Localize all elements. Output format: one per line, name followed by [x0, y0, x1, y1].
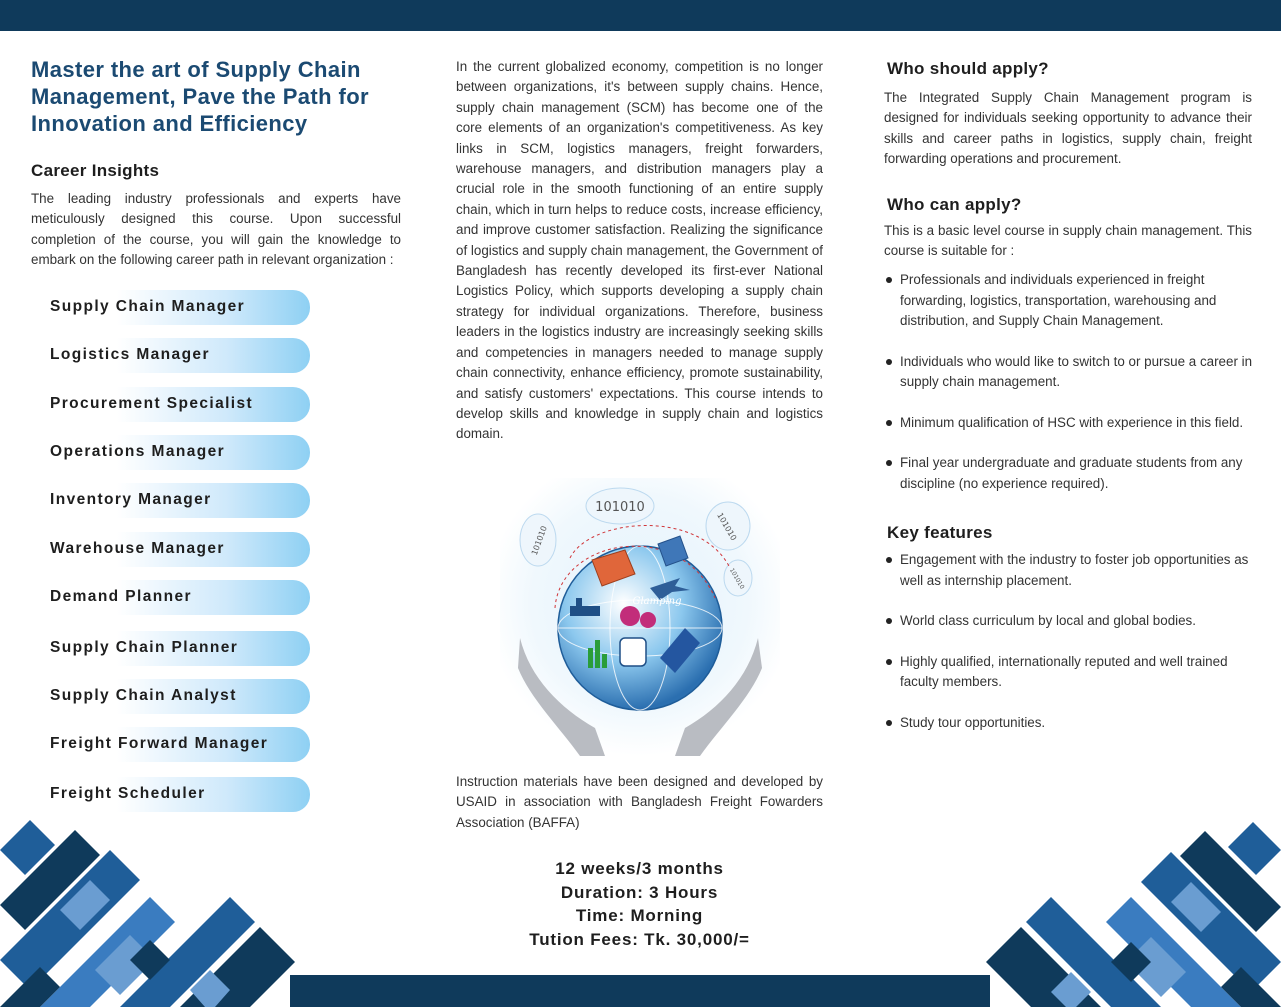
career-item-label: Demand Planner: [50, 588, 192, 605]
key-features-title: Key features: [887, 523, 993, 542]
career-item: [34, 580, 310, 615]
career-insights-title: Career Insights: [31, 161, 160, 180]
career-insights-text: The leading industry professionals and experts have meticulously designed this course. Upon successful completion of the course, you will gain the knowledge to embark on the following career path in relevant organization :: [31, 191, 401, 267]
key-features-list: [884, 550, 1254, 733]
list-item: Study tour opportunities.: [884, 713, 1254, 734]
cloud-label: 101010: [727, 567, 746, 591]
list-item: World class curriculum by local and global bodies.: [884, 611, 1254, 632]
career-item-label: Logistics Manager: [50, 346, 210, 363]
career-item: [34, 483, 310, 518]
career-item: [34, 631, 310, 666]
bottom-right-decoration: [985, 822, 1281, 1007]
credit-text: Instruction materials have been designed and developed by USAID in association with Bangladesh Freight Fowarders Association (BAFFA): [456, 774, 823, 830]
who-should-apply-title: Who should apply?: [887, 59, 1049, 78]
who-should-apply-text: The Integrated Supply Chain Management program is designed for individuals seeking opportunity to advance their skills and career paths in logistics, supply chain, freight forwarding operations and procurement.: [884, 90, 1252, 166]
cloud-label: 101010: [715, 511, 739, 543]
career-item-label: Inventory Manager: [50, 491, 212, 508]
career-item-label: Warehouse Manager: [50, 540, 225, 557]
career-item-label: Supply Chain Planner: [50, 639, 239, 656]
career-item-label: Supply Chain Analyst: [50, 687, 237, 704]
course-time: Time: Morning: [575, 906, 704, 925]
who-can-apply-list: [884, 270, 1254, 494]
list-item: Minimum qualification of HSC with experience in this field.: [884, 413, 1254, 434]
cloud-label: 101010: [529, 524, 549, 557]
career-item: [34, 532, 310, 567]
list-item: Individuals who would like to switch to or pursue a career in supply chain management.: [884, 352, 1254, 393]
course-duration: Duration: 3 Hours: [560, 882, 719, 902]
illustration-tag: Glamping: [632, 596, 682, 607]
career-item-label: Procurement Specialist: [50, 395, 254, 412]
course-length: 12 weeks/3 months: [555, 859, 724, 878]
bottom-left-decoration: [0, 820, 300, 1007]
supply-chain-globe-illustration: [500, 478, 780, 756]
cloud-label: 101010: [595, 500, 645, 515]
career-item-label: Freight Scheduler: [50, 785, 206, 802]
intro-paragraph: In the current globalized economy, competition is no longer between organizations, it's between supply chains. Hence, supply chain management (SCM) has become one of the core elements of an organization's competitiveness. As key links in SCM, logistics managers, freight forwarders, warehouse managers, and distribution managers play a crucial role in the smooth functioning of an entire supply chain, which in turn helps to reduce costs, increase efficiency, and improve customer satisfaction. Realizing the significance of logistics and supply chain management, the Government of Bangladesh has recently developed its first-ever National Logistics Policy, which supports developing a supply chain strategy for individual organizations. Therefore, business leaders in the logistics industry are increasingly seeking skills and competencies in managers needed to manage supply chain connectivity, enhance efficiency, promote sustainability, and satisfy customers' expectations. This course intends to develop skills and knowledge in supply chain and logistics domain.: [456, 59, 823, 442]
career-item: [34, 435, 310, 470]
list-item: Highly qualified, internationally reputed and well trained faculty members.: [884, 652, 1254, 693]
course-info: [456, 857, 823, 951]
who-can-apply-title: Who can apply?: [887, 195, 1022, 214]
career-item: [34, 387, 310, 422]
list-item: Final year undergraduate and graduate students from any discipline (no experience required).: [884, 453, 1254, 494]
course-fees: Tution Fees: Tk. 30,000/=: [529, 929, 750, 949]
bottom-banner-bar: [290, 975, 990, 1007]
career-item-label: Operations Manager: [50, 443, 226, 460]
career-item: [34, 290, 310, 325]
career-item: [34, 338, 310, 373]
career-item: [34, 727, 310, 762]
top-banner-bar: [0, 0, 1281, 31]
list-item: Engagement with the industry to foster job opportunities as well as internship placement.: [884, 550, 1254, 591]
career-item: [34, 679, 310, 714]
career-item-label: Supply Chain Manager: [50, 298, 246, 315]
who-can-apply-text: This is a basic level course in supply chain management. This course is suitable for :: [884, 223, 1252, 259]
career-item-label: Freight Forward Manager: [50, 735, 269, 752]
list-item: Professionals and individuals experienced in freight forwarding, logistics, transportation, warehousing and distribution, and Supply Chain Management.: [884, 270, 1254, 332]
page-headline: Master the art of Supply Chain Management, Pave the Path for Innovation and Efficiency: [31, 57, 370, 136]
career-item: [34, 777, 310, 812]
